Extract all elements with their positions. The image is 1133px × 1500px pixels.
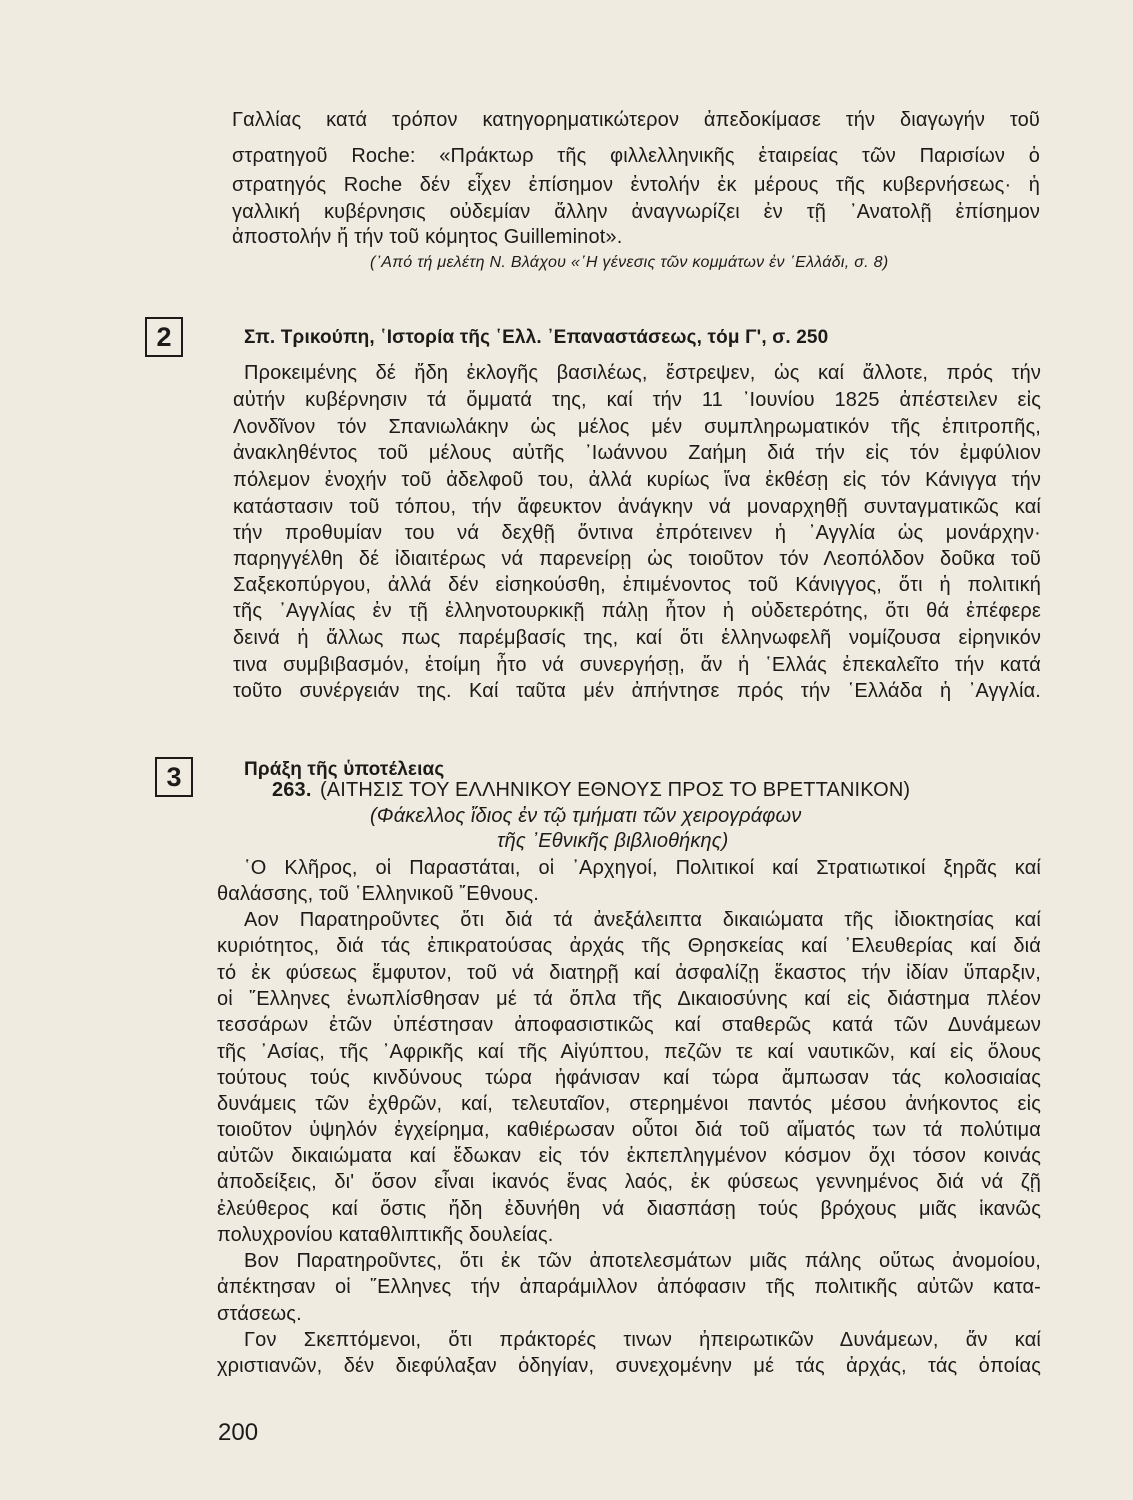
source-line: (Φάκελλος ἴδιος ἐν τῷ τμήματι τῶν χειρογράφων (370, 805, 802, 827)
text-line: Λονδῖνον τόν Σπανιωλάκην ὡς μέλος μέν συμπληρωματικόν τῆς ἐπιτροπῆς, (233, 416, 1041, 438)
page-number: 200 (218, 1419, 259, 1446)
text-line: πολυχρονίου καταθλιπτικῆς δουλείας. (217, 1224, 554, 1246)
text-line: Προκειμένης δέ ἤδη ἐκλογῆς βασιλέως, ἔστρεψεν, ὡς καί ἄλλοτε, πρός τήν (244, 362, 1041, 384)
text-line: ἀπέκτησαν οἱ ῞Ελληνες τήν ἀπαράμιλλον ἀπόφασιν τῆς πολιτικῆς αὐτῶν κατα- (217, 1276, 1041, 1298)
text-line: στρατηγοῦ Roche: «Πράκτωρ τῆς φιλλελληνικῆς ἑταιρείας τῶν Παρισίων ὁ (232, 145, 1040, 167)
source-line: τῆς ᾿Εθνικῆς βιβλιοθήκης) (497, 830, 729, 852)
text-line: τοῦτο συνέργειάν της. Καί ταῦτα μέν ἀπήντησε πρός τήν ῾Ελλάδα ἡ ᾿Αγγλία. (233, 680, 1041, 702)
text-line: αὐτήν κυβέρνησιν τά ὄμματά της, καί τήν 11 ᾿Ιουνίου 1825 ἀπέστειλεν εἰς (233, 389, 1041, 411)
text-line: ἀποδείξεις, δι' ὅσον εἶναι ἱκανός ἕνας λαός, ἐκ φύσεως γεννημένος διά νά ζῇ (217, 1171, 1041, 1193)
marker-number: 3 (166, 762, 182, 792)
text-line: τούτους τούς κινδύνους τώρα ἠφάνισαν καί τώρα ἄμπωσαν τάς κολοσιαίας (217, 1067, 1041, 1089)
text-line: Γαλλίας κατά τρόπον κατηγορηματικώτερον ἀπεδοκίμασε τήν διαγωγήν τοῦ (232, 109, 1040, 131)
section-marker-3 (155, 757, 193, 797)
marker-number: 2 (156, 322, 172, 352)
section-marker-2 (145, 317, 183, 357)
text-line: στρατηγός Roche δέν εἶχεν ἐπίσημον ἐντολήν ἐκ μέρους τῆς κυβερνήσεως· ἡ (232, 174, 1040, 196)
text-line: ἐλεύθερος καί ὅστις ἤδη ἐδυνήθη νά διασπάσῃ τούς βρόχους μιᾶς ἱκανῶς (217, 1198, 1041, 1220)
text-line: τοιοῦτον ὑψηλόν ἐγχείρημα, καθιέρωσαν οὗτοι διά τοῦ αἵματός των τά πολύτιμα (217, 1119, 1041, 1141)
document-title: (ΑΙΤΗΣΙΣ ΤΟΥ ΕΛΛΗΝΙΚΟΥ ΕΘΝΟΥΣ ΠΡΟΣ ΤΟ ΒΡΕΤΤΑΝΙΚΟΝ) (320, 779, 911, 801)
section-3-heading: Πράξη τῆς ὑποτέλειας (244, 759, 445, 780)
text-line: χριστιανῶν, δέν διεφύλαξαν ὁδηγίαν, συνεχομένην μέ τάς ἀρχάς, τάς ὁποίας (217, 1355, 1041, 1377)
text-line: τήν προθυμίαν του νά δεχθῇ ὅντινα ἐπρότεινεν ἡ ᾿Αγγλία ὡς μονάρχην· (233, 522, 1041, 544)
text-line: οἱ ῞Ελληνες ἐνωπλίσθησαν μέ τά ὅπλα τῆς Δικαιοσύνης καί εἰς διάστημα πλέον (217, 988, 1041, 1010)
text-line: ἀποστολήν ἤ τήν τοῦ κόμητος Guilleminot». (232, 226, 623, 248)
text-line: Σαξεκοπύργου, ἀλλά δέν εἰσηκούσθη, ἐπιμένοντος τοῦ Κάνιγγος, ὅτι ἡ πολιτική (233, 574, 1041, 596)
text-line: αὐτῶν δικαιώματα καί ἔδωκαν εἰς τόν ἐκπεπληγμένον κόσμον ὄχι τόσον κοινάς (217, 1145, 1041, 1167)
text-line: γαλλική κυβέρνησις οὐδεμίαν ἄλλην ἀναγνωρίζει ἐν τῇ ᾿Ανατολῇ ἐπίσημον (232, 201, 1040, 223)
text-line: δυνάμεις τῶν ἐχθρῶν, καί, τελευταῖον, στερημένοι παντός μέσου ἀνήκοντος εἰς (217, 1093, 1041, 1115)
citation: (᾿Από τή μελέτη Ν. Βλάχου «῾Η γένεσις τῶν κομμάτων ἐν ῾Ελλάδι, σ. 8) (370, 254, 889, 271)
text-line: θαλάσσης, τοῦ ῾Ελληνικοῦ ῎Εθνους. (217, 883, 540, 905)
text-line: Γον Σκεπτόμενοι, ὅτι πράκτορές τινων ἠπειρωτικῶν Δυνάμεων, ἄν καί (244, 1329, 1041, 1351)
text-line: ῾Ο Κλῆρος, οἱ Παραστάται, οἱ ᾿Αρχηγοί, Πολιτικοί καί Στρατιωτικοί ξηρᾶς καί (244, 857, 1041, 879)
text-line: κατάστασιν τοῦ τόπου, τήν ἄφευκτον ἀνάγκην νά μοναρχηθῇ συνταγματικῶς καί (233, 496, 1041, 518)
text-line: δεινά ἡ ἄλλως πως παρέμβασίς της, καί ὅτι ἑλληνωφελῆ νομίζουσα εἰρηνικόν (233, 627, 1041, 649)
text-line: τῆς ᾿Ασίας, τῆς ᾿Αφρικῆς καί τῆς Αἰγύπτου, πεζῶν τε καί ναυτικῶν, καί εἰς ὅλους (217, 1041, 1041, 1063)
text-line: στάσεως. (217, 1303, 302, 1325)
text-line: Βον Παρατηροῦντες, ὅτι ἐκ τῶν ἀποτελεσμάτων μιᾶς πάλης οὕτως ἀνομοίου, (244, 1250, 1041, 1272)
text-line: τεσσάρων ἐτῶν ὑπέστησαν ἀποφασιστικῶς καί σταθερῶς κατά τῶν Δυνάμεων (217, 1014, 1041, 1036)
section-2-heading: Σπ. Τρικούπη, ῾Ιστορία τῆς ῾Ελλ. ᾿Επαναστάσεως, τόμ Γ', σ. 250 (244, 327, 829, 348)
document-number: 263. (272, 779, 312, 801)
text-line: παρηγγέλθη δέ ἰδιαιτέρως νά παρενείρῃ ὡς τοιοῦτον τόν Λεοπόλδον δοῦκα τοῦ (233, 548, 1041, 570)
text-line: τῆς ᾿Αγγλίας ἐν τῇ ἑλληνοτουρκικῇ πάλῃ ἦτον ἡ οὐδετερότης, ὅτι θά ἐπέφερε (233, 600, 1041, 622)
text-line: κυριότητος, διά τάς ἐπικρατούσας ἀρχάς τῆς Θρησκείας καί ᾿Ελευθερίας καί διά (217, 935, 1041, 957)
text-line: τινα συμβιβασμόν, ἑτοίμη ἦτο νά συνεργήσῃ, ἄν ἡ ῾Ελλάς ἐπεκαλεῖτο τήν κατά (233, 654, 1041, 676)
text-line: Αον Παρατηροῦντες ὅτι διά τά ἀνεξάλειπτα δικαιώματα τῆς ἰδιοκτησίας καί (244, 909, 1041, 931)
text-line: πόλεμον ἐνοχήν τοῦ ἀδελφοῦ του, ἀλλά κυρίως ἵνα ἐκθέσῃ εἰς τόν Κάνιγγα τήν (233, 469, 1041, 491)
text-line: ἀνακληθέντος τοῦ μέλους αὐτῆς ᾿Ιωάννου Ζαήμη διά τήν εἰς τόν ἐμφύλιον (233, 442, 1041, 464)
text-line: τό ἐκ φύσεως ἔμφυτον, τοῦ νά διατηρῇ καί ἀσφαλίζῃ ἕκαστος τήν ἰδίαν ὕπαρξιν, (217, 962, 1041, 984)
